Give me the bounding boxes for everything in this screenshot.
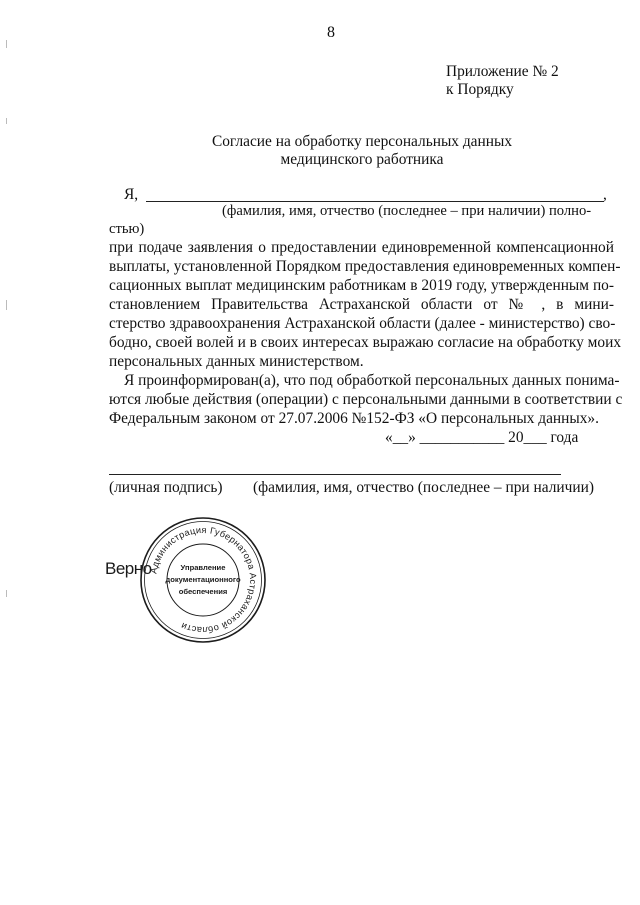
- verno-mark: Верно: [105, 559, 152, 578]
- name-prefix: Я,: [124, 186, 139, 203]
- paragraph-line: сационных выплат медицинским работникам в 2019 году, утвержденным по-: [109, 277, 614, 294]
- document-title: [180, 133, 544, 169]
- name-caption: (фамилия, имя, отчество (последнее – при наличии) полно-: [222, 203, 592, 219]
- title-line: медицинского работника: [280, 151, 444, 168]
- seal-center-line: документационного: [165, 575, 241, 584]
- seal-center-line: Управление: [180, 563, 226, 572]
- paragraph-line: Федеральным законом от 27.07.2006 №152-ФЗ «О персональных данных».: [109, 410, 599, 427]
- paragraph-line: стерство здравоохранения Астраханской области (далее - министерство) сво-: [109, 315, 616, 332]
- paragraph-line: бодно, своей волей и в своих интересах выражаю согласие на обработку моих: [109, 334, 622, 351]
- appendix-line: к Порядку: [446, 81, 514, 98]
- date-line: [385, 428, 578, 447]
- scan-artifact: [6, 300, 7, 310]
- signature-caption: (личная подпись): [109, 479, 223, 496]
- date-year: 20___ года: [508, 429, 579, 446]
- scan-artifact: [6, 118, 7, 124]
- seal-ring-text: Администрация Губернатора Астраханской области: [148, 524, 259, 636]
- paragraph-line: персональных данных министерством.: [109, 353, 364, 370]
- name-caption-continued: стью): [109, 221, 145, 237]
- scan-artifact: [6, 590, 7, 597]
- full-name-caption: (фамилия, имя, отчество (последнее – при наличии): [253, 479, 594, 496]
- date-day: «__»: [385, 429, 416, 446]
- appendix-reference: [446, 63, 559, 99]
- page-number: 8: [327, 24, 335, 41]
- title-line: Согласие на обработку персональных данных: [211, 133, 513, 150]
- paragraph-line: ются любые действия (операции) с персональными данными в соответствии с: [109, 391, 623, 408]
- appendix-line: Приложение № 2: [446, 63, 559, 80]
- signature-line: [109, 474, 561, 475]
- date-month-blank: ___________: [419, 429, 505, 446]
- paragraph-line: выплаты, установленной Порядком предоставления единовременных компен-: [109, 258, 621, 275]
- paragraph-line: становлением Правительства Астраханской области от № , в мини-: [109, 296, 614, 313]
- paragraph-line: Я проинформирован(а), что под обработкой персональных данных понима-: [124, 372, 620, 389]
- official-seal: [138, 515, 268, 645]
- seal-center-line: обеспечения: [178, 587, 228, 596]
- name-suffix: ,: [603, 186, 607, 203]
- paragraph-line: при подаче заявления о предоставлении единовременной компенсационной: [109, 239, 614, 256]
